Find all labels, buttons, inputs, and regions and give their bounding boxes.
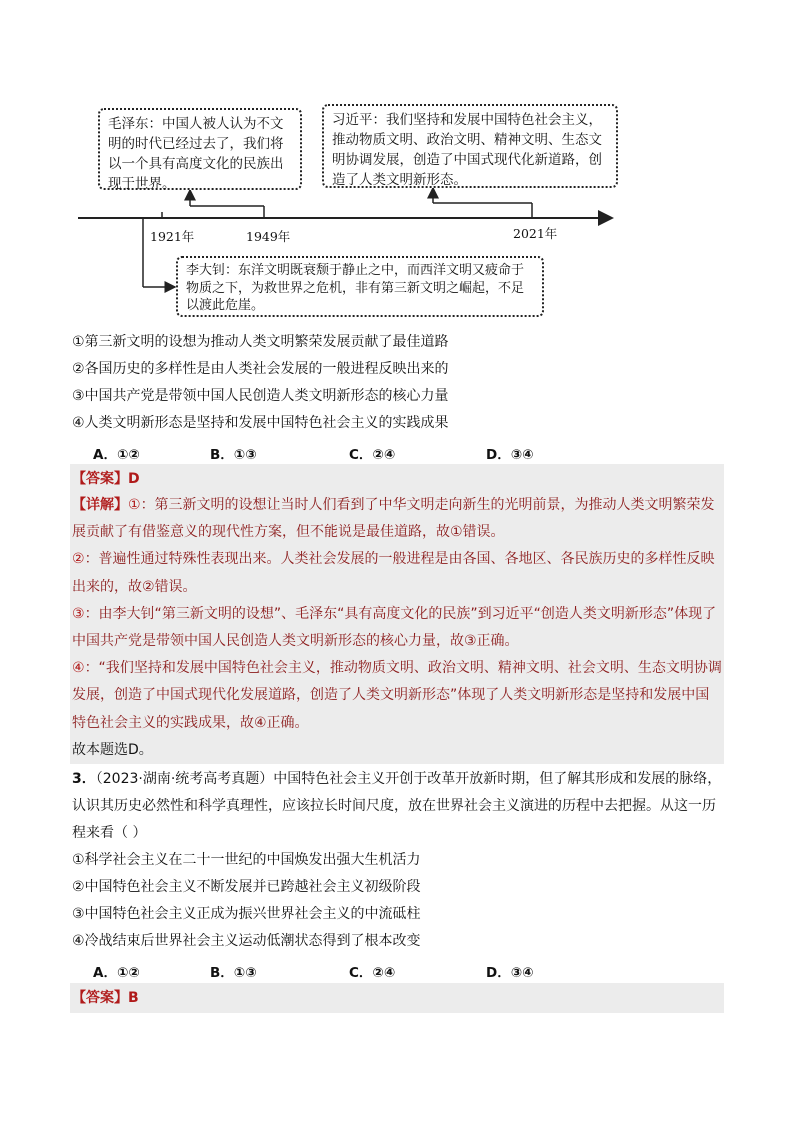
q2-detail-2-mark: ②: [72, 551, 85, 568]
q2-detail-1-text: ：第三新文明的设想让当时人们看到了中华文明走向新生的光明前景，为推动人类文明繁荣发展贡献了有借鉴意义的现代性方案，但不能说是最佳道路，故①错误。: [72, 497, 715, 541]
q3-number: 3．: [72, 771, 96, 787]
q2-answer: [72, 469, 140, 489]
year-2021: 2021年: [513, 226, 558, 241]
q2-option-a: A．①②: [93, 447, 140, 463]
li-quote-box: [176, 256, 544, 317]
q2-detail-4-text: ：“我们坚持和发展中国特色社会主义，推动物质文明、政治文明、精神文明、社会文明、生态文明协调发展，创造了中国式现代化发展道路，创造了人类文明新形态”体现了人类文明新形态是坚持和发展中国特色社会主义的实践成果，故④正确。: [72, 660, 722, 731]
q3-answer: [72, 988, 139, 1008]
timeline-diagram: [0, 0, 794, 330]
q2-answer-value: D: [128, 471, 140, 487]
q3-answer-value: B: [128, 990, 139, 1006]
q3-stem-text: 中国特色社会主义开创于改革开放新时期，但了解其形成和发展的脉络，认识其历史必然性和科学真理性，应该拉长时间尺度，放在世界社会主义演进的历程中去把握。从这一历程来看（ ）: [72, 771, 722, 841]
q3-option-d: D．③④: [486, 965, 534, 981]
mao-quote-box: [98, 108, 302, 190]
q3-stem: [72, 766, 722, 847]
q2-statement-2: ②各国历史的多样性是由人类社会发展的一般进程反映出来的: [72, 361, 449, 377]
q2-answer-tag: 【答案】: [72, 471, 128, 487]
q2-detail-1-mark: ①: [128, 497, 141, 513]
q2-statement-4: ④人类文明新形态是坚持和发展中国特色社会主义的实践成果: [72, 415, 449, 431]
li-quote: 李大钊：东洋文明既衰颓于静止之中，而西洋文明又疲命于物质之下，为救世界之危机，非有第三新文明之崛起，不足以渡此危崖。: [186, 263, 525, 313]
q2-option-b: B．①③: [210, 447, 257, 463]
q2-detail-3-mark: ③: [72, 605, 85, 622]
q2-detail-4-mark: ④: [72, 660, 85, 677]
q3-answer-panel: [70, 983, 724, 1013]
q3-statement-1: ①科学社会主义在二十一世纪的中国焕发出强大生机活力: [72, 852, 421, 868]
q3-option-a: A．①②: [93, 965, 140, 981]
q2-detail-2: [72, 546, 722, 600]
q2-conclusion: 故本题选D。: [72, 741, 153, 758]
q3-statement-2: ②中国特色社会主义不断发展并已跨越社会主义初级阶段: [72, 879, 421, 895]
xi-quote: 习近平：我们坚持和发展中国特色社会主义，推动物质文明、政治文明、精神文明、生态文明协调发展，创造了中国式现代化新道路，创造了人类文明新形态。: [332, 112, 602, 188]
q3-option-b: B．①③: [210, 965, 257, 981]
q2-option-c: C．②④: [349, 447, 396, 463]
q2-detail: [72, 492, 722, 764]
q3-option-c: C．②④: [349, 965, 396, 981]
q2-statement-1: ①第三新文明的设想为推动人类文明繁荣发展贡献了最佳道路: [72, 334, 449, 350]
q2-statement-3: ③中国共产党是带领中国人民创造人类文明新形态的核心力量: [72, 388, 449, 404]
q2-detail-tag: 【详解】: [72, 497, 128, 513]
q3-statement-3: ③中国特色社会主义正成为振兴世界社会主义的中流砥柱: [72, 906, 421, 922]
year-1921: 1921年: [150, 229, 195, 244]
q2-detail-3-text: ：由李大钊“第三新文明的设想”、毛泽东“具有高度文化的民族”到习近平“创造人类文明新形态”体现了中国共产党是带领中国人民创造人类文明新形态的核心力量，故③正确。: [72, 605, 717, 650]
q2-detail-1: [72, 492, 722, 546]
q2-option-d: D．③④: [486, 447, 534, 463]
xi-quote-box: [322, 104, 618, 188]
mao-quote: 毛泽东：中国人被人认为不文明的时代已经过去了，我们将以一个具有高度文化的民族出现于世界。: [108, 116, 284, 192]
year-1949: 1949年: [246, 229, 291, 244]
q3-statement-4: ④冷战结束后世界社会主义运动低潮状态得到了根本改变: [72, 933, 421, 949]
q2-detail-2-text: ：普遍性通过特殊性表现出来。人类社会发展的一般进程是由各国、各地区、各民族历史的多样性反映出来的，故②错误。: [72, 551, 715, 595]
q2-detail-4: [72, 655, 722, 737]
q2-detail-3: [72, 601, 722, 655]
q3-source: （2023·湖南·统考高考真题）: [95, 771, 274, 787]
q3-answer-tag: 【答案】: [72, 990, 128, 1006]
